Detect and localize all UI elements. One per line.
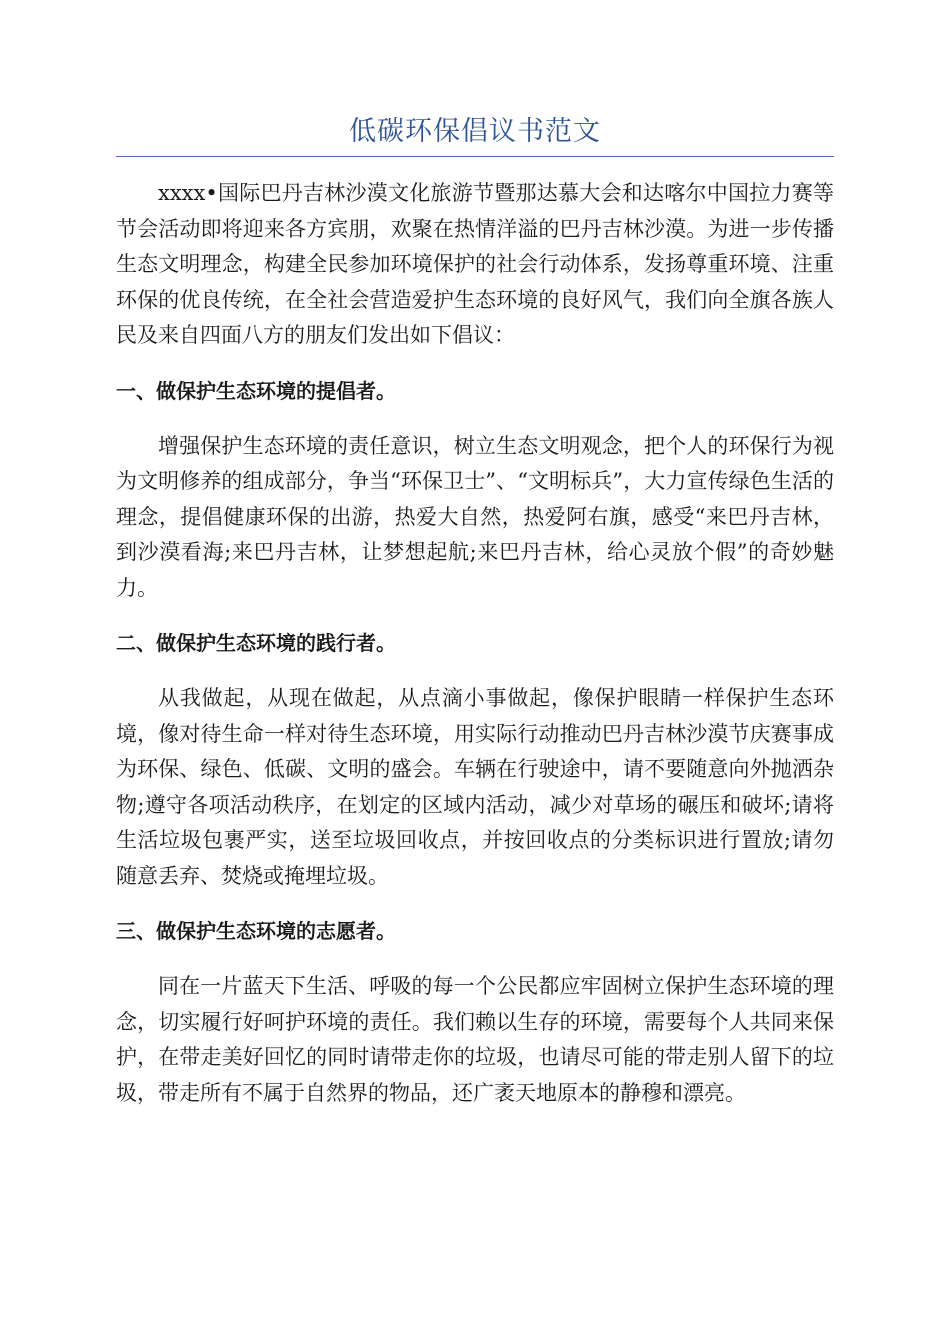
section-heading-3: 三、做保护生态环境的志愿者。 [116, 919, 396, 943]
section-paragraph-2: 从我做起，从现在做起，从点滴小事做起，像保护眼睛一样保护生态环境，像对待生命一样对待生态环境，用实际行动推动巴丹吉林沙漠节庆赛事成为环保、绿色、低碳、文明的盛会。车辆在行驶途中，请不要随意向外抛洒杂物;遵守各项活动秩序，在划定的区域内活动，减少对草场的碾压和破坏;请将生活垃圾包裹严实，送至垃圾回收点，并按回收点的分类标识进行置放;请勿随意丢弃、焚烧或掩埋垃圾。 [116, 686, 834, 888]
section-paragraph-3: 同在一片蓝天下生活、呼吸的每一个公民都应牢固树立保护生态环境的理念，切实履行好呵护环境的责任。我们赖以生存的环境，需要每个人共同来保护，在带走美好回忆的同时请带走你的垃圾，也请尽可能的带走别人留下的垃圾，带走所有不属于自然界的物品，还广袤天地原本的静穆和漂亮。 [116, 974, 834, 1105]
document-body [116, 176, 834, 1111]
section-heading-2: 二、做保护生态环境的践行者。 [116, 631, 396, 655]
section-heading-1: 一、做保护生态环境的提倡者。 [116, 378, 396, 403]
title-block [116, 112, 834, 157]
document-title: 低碳环保倡议书范文 [349, 116, 601, 147]
intro-paragraph: xxxx•国际巴丹吉林沙漠文化旅游节暨那达慕大会和达喀尔中国拉力赛等节会活动即将迎来各方宾朋，欢聚在热情洋溢的巴丹吉林沙漠。为进一步传播生态文明理念，构建全民参加环境保护的社会行动体系，发扬尊重环境、注重环保的优良传统，在全社会营造爱护生态环境的良好风气，我们向全旗各族人民及来自四面八方的朋友们发出如下倡议： [116, 181, 834, 347]
section-paragraph-1: 增强保护生态环境的责任意识，树立生态文明观念，把个人的环保行为视为文明修养的组成部分，争当“环保卫士”、“文明标兵”，大力宣传绿色生活的理念，提倡健康环保的出游，热爱大自然，热爱阿右旗，感受“来巴丹吉林，到沙漠看海;来巴丹吉林，让梦想起航;来巴丹吉林，给心灵放个假”的奇妙魅力。 [116, 433, 834, 600]
